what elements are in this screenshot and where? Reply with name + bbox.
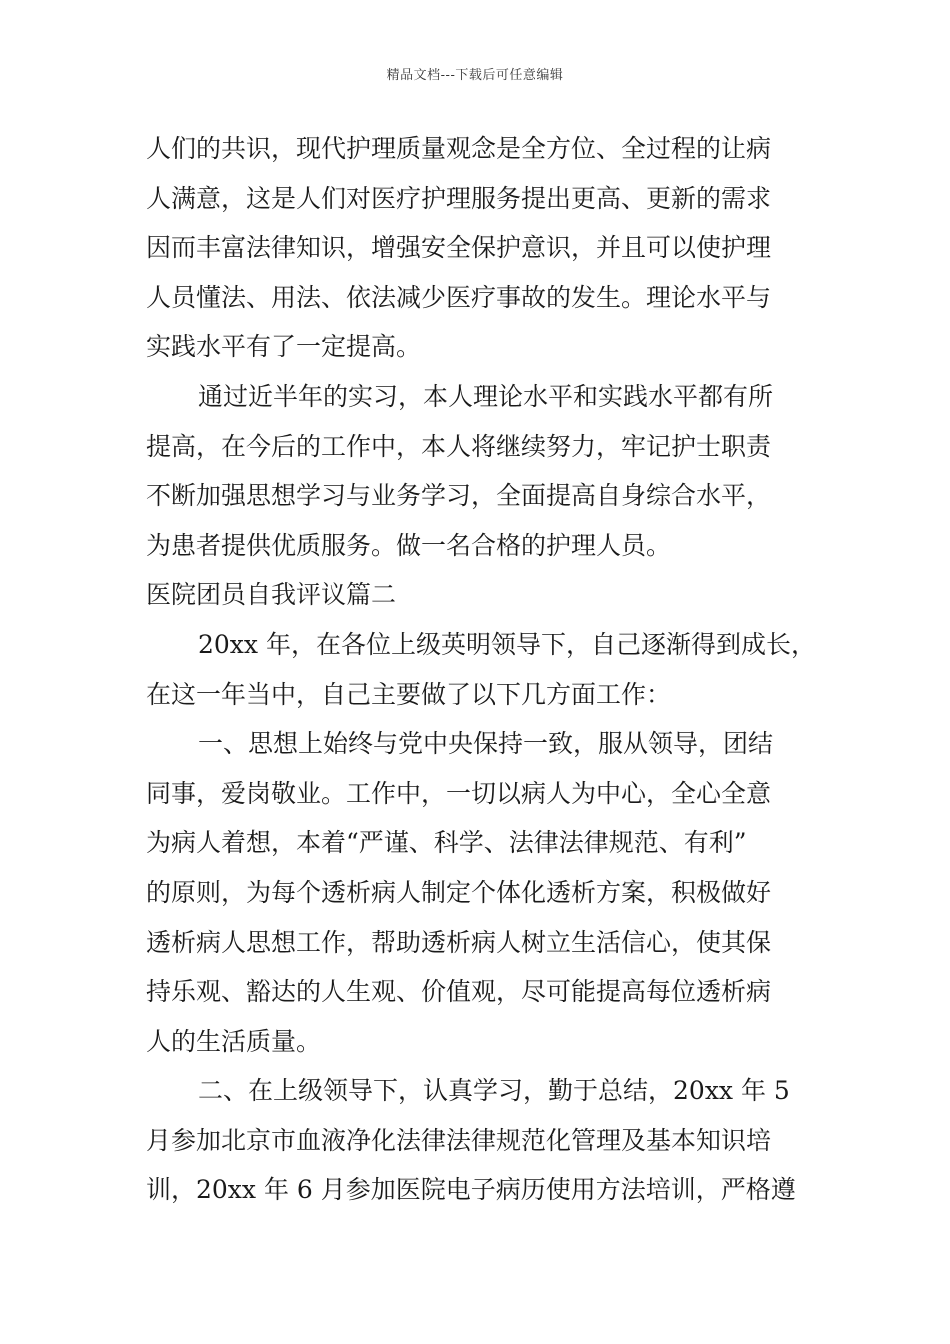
text-line: 透析病人思想工作，帮助透析病人树立生活信心，使其保	[146, 927, 772, 957]
text-line: 人满意，这是人们对医疗护理服务提出更高、更新的需求	[146, 183, 772, 213]
paragraph-start: 一、思想上始终与党中央保持一致，服从领导，团结	[198, 729, 774, 759]
paragraph-start: 通过近半年的实习，本人理论水平和实践水平都有所	[198, 381, 774, 411]
paragraph-start: 二、在上级领导下，认真学习，勤于总结，20xx 年 5	[198, 1076, 790, 1106]
text-line: 提高，在今后的工作中，本人将继续努力，牢记护士职责	[146, 431, 772, 461]
text-line: 因而丰富法律知识，增强安全保护意识，并且可以使护理	[146, 233, 772, 263]
paragraph-start: 20xx 年，在各位上级英明领导下，自己逐渐得到成长，	[198, 629, 816, 659]
section-heading: 医院团员自我评议篇二	[146, 580, 397, 610]
document-body	[146, 124, 816, 1215]
text-line: 人的生活质量。	[146, 1026, 322, 1056]
text-line: 的原则，为每个透析病人制定个体化透析方案，积极做好	[146, 877, 772, 907]
text-line: 为患者提供优质服务。做一名合格的护理人员。	[146, 530, 672, 560]
text-line: 人员懂法、用法、依法减少医疗事故的发生。理论水平与	[146, 282, 772, 312]
page-header: 精品文档---下载后可任意编辑	[386, 68, 564, 83]
text-line: 同事，爱岗敬业。工作中，一切以病人为中心，全心全意	[146, 778, 772, 808]
text-line: 持乐观、豁达的人生观、价值观，尽可能提高每位透析病	[146, 977, 772, 1007]
text-line: 不断加强思想学习与业务学习，全面提高自身综合水平，	[146, 481, 772, 511]
text-line: 人们的共识，现代护理质量观念是全方位、全过程的让病	[146, 134, 772, 163]
text-line: 在这一年当中，自己主要做了以下几方面工作：	[146, 679, 672, 709]
text-line: 实践水平有了一定提高。	[146, 332, 422, 362]
text-line: 为病人着想，本着“严谨、科学、法律法律规范、有利”	[146, 828, 747, 858]
text-line: 训，20xx 年 6 月参加医院电子病历使用方法培训，严格遵	[146, 1175, 796, 1205]
text-line: 月参加北京市血液净化法律法律规范化管理及基本知识培	[146, 1125, 772, 1155]
